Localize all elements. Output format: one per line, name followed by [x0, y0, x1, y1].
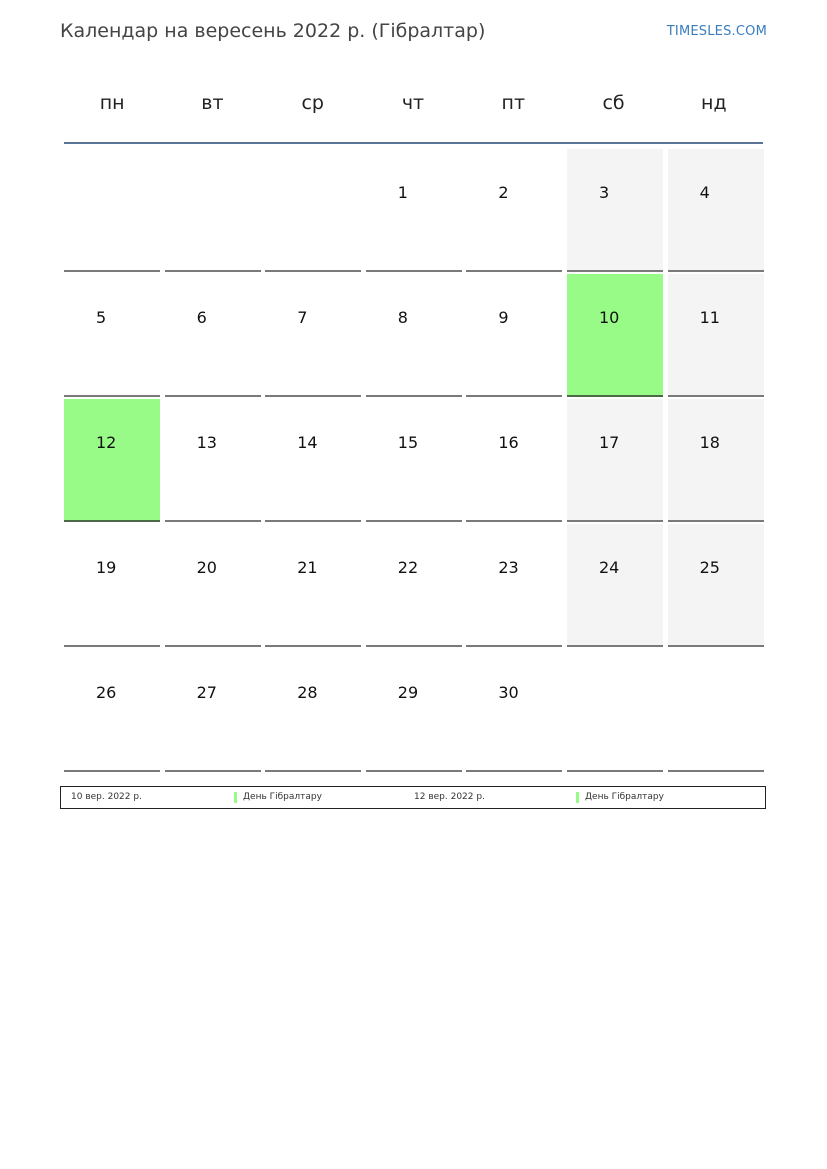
- day-number: 3: [598, 183, 610, 202]
- day-number: 20: [196, 558, 217, 577]
- empty-day-cell: [165, 149, 261, 272]
- day-number: 22: [397, 558, 419, 577]
- day-number: 11: [699, 308, 720, 327]
- calendar-week-row: [64, 149, 764, 274]
- legend-date-2: 12 вер. 2022 р.: [414, 792, 485, 802]
- weekday-sun: нд: [701, 92, 727, 114]
- day-number: 14: [297, 433, 318, 452]
- day-number: 16: [498, 433, 519, 452]
- day-number: 24: [598, 558, 620, 577]
- day-number: 18: [699, 433, 720, 452]
- day-cell: [668, 149, 764, 272]
- day-cell: [567, 399, 663, 522]
- day-cell: [64, 524, 160, 647]
- weekday-tue: вт: [201, 92, 224, 114]
- legend-holiday-2: День Гібралтару: [585, 792, 664, 802]
- weekday-fri: пт: [501, 92, 526, 114]
- day-number: 25: [699, 558, 720, 577]
- day-cell: [366, 274, 462, 397]
- day-cell: [466, 399, 562, 522]
- day-cell: [265, 274, 361, 397]
- day-number: 30: [498, 683, 519, 702]
- day-cell: [567, 149, 663, 272]
- day-cell: [64, 649, 160, 772]
- empty-day-cell: [64, 149, 160, 272]
- holiday-legend: [60, 786, 766, 809]
- day-number: 23: [498, 558, 519, 577]
- calendar-week-row: [64, 399, 764, 524]
- day-number: 6: [196, 308, 207, 327]
- day-number: 9: [498, 308, 509, 327]
- day-number: 15: [397, 433, 419, 452]
- weekday-thu: чт: [401, 92, 425, 114]
- day-cell: [165, 274, 261, 397]
- day-cell: [165, 649, 261, 772]
- day-cell: [366, 524, 462, 647]
- day-cell: [265, 399, 361, 522]
- day-number: 1: [397, 183, 408, 202]
- day-cell: [366, 649, 462, 772]
- header-divider: [64, 142, 763, 144]
- day-cell: [466, 649, 562, 772]
- page-title: Календар на вересень 2022 р. (Гібралтар): [60, 20, 486, 42]
- day-number: 7: [297, 308, 308, 327]
- empty-day-cell: [668, 649, 764, 772]
- empty-day-cell: [567, 649, 663, 772]
- legend-holiday-1: День Гібралтару: [243, 792, 322, 802]
- day-number: 17: [598, 433, 620, 452]
- day-cell: [265, 524, 361, 647]
- calendar-week-row: [64, 649, 764, 774]
- day-number: 26: [96, 683, 117, 702]
- site-link[interactable]: TIMESLES.COM: [666, 24, 767, 39]
- day-cell: [466, 274, 562, 397]
- weekday-wed: ср: [301, 92, 324, 114]
- day-cell: [366, 399, 462, 522]
- weekday-sat: сб: [602, 92, 625, 114]
- day-cell: [64, 274, 160, 397]
- legend-color-marker-2: [576, 792, 579, 803]
- day-number: 10: [598, 308, 620, 327]
- day-cell: [466, 149, 562, 272]
- holiday-day-cell: [64, 399, 160, 522]
- day-number: 19: [96, 558, 117, 577]
- day-number: 4: [699, 183, 710, 202]
- day-number: 29: [397, 683, 419, 702]
- day-number: 27: [196, 683, 217, 702]
- day-cell: [165, 399, 261, 522]
- weekday-header-row: [62, 80, 764, 130]
- day-number: 28: [297, 683, 318, 702]
- legend-color-marker-1: [234, 792, 237, 803]
- day-cell: [265, 649, 361, 772]
- day-cell: [668, 399, 764, 522]
- calendar-week-row: [64, 274, 764, 399]
- day-cell: [366, 149, 462, 272]
- weekday-mon: пн: [99, 92, 125, 114]
- holiday-day-cell: [567, 274, 663, 397]
- day-cell: [668, 274, 764, 397]
- day-number: 13: [196, 433, 217, 452]
- empty-day-cell: [265, 149, 361, 272]
- day-cell: [668, 524, 764, 647]
- day-number: 12: [96, 433, 117, 452]
- day-cell: [165, 524, 261, 647]
- calendar-grid: [64, 149, 764, 774]
- day-cell: [466, 524, 562, 647]
- day-number: 8: [397, 308, 408, 327]
- legend-date-1: 10 вер. 2022 р.: [71, 792, 142, 802]
- day-number: 5: [96, 308, 107, 327]
- day-number: 2: [498, 183, 509, 202]
- day-number: 21: [297, 558, 318, 577]
- calendar-week-row: [64, 524, 764, 649]
- day-cell: [567, 524, 663, 647]
